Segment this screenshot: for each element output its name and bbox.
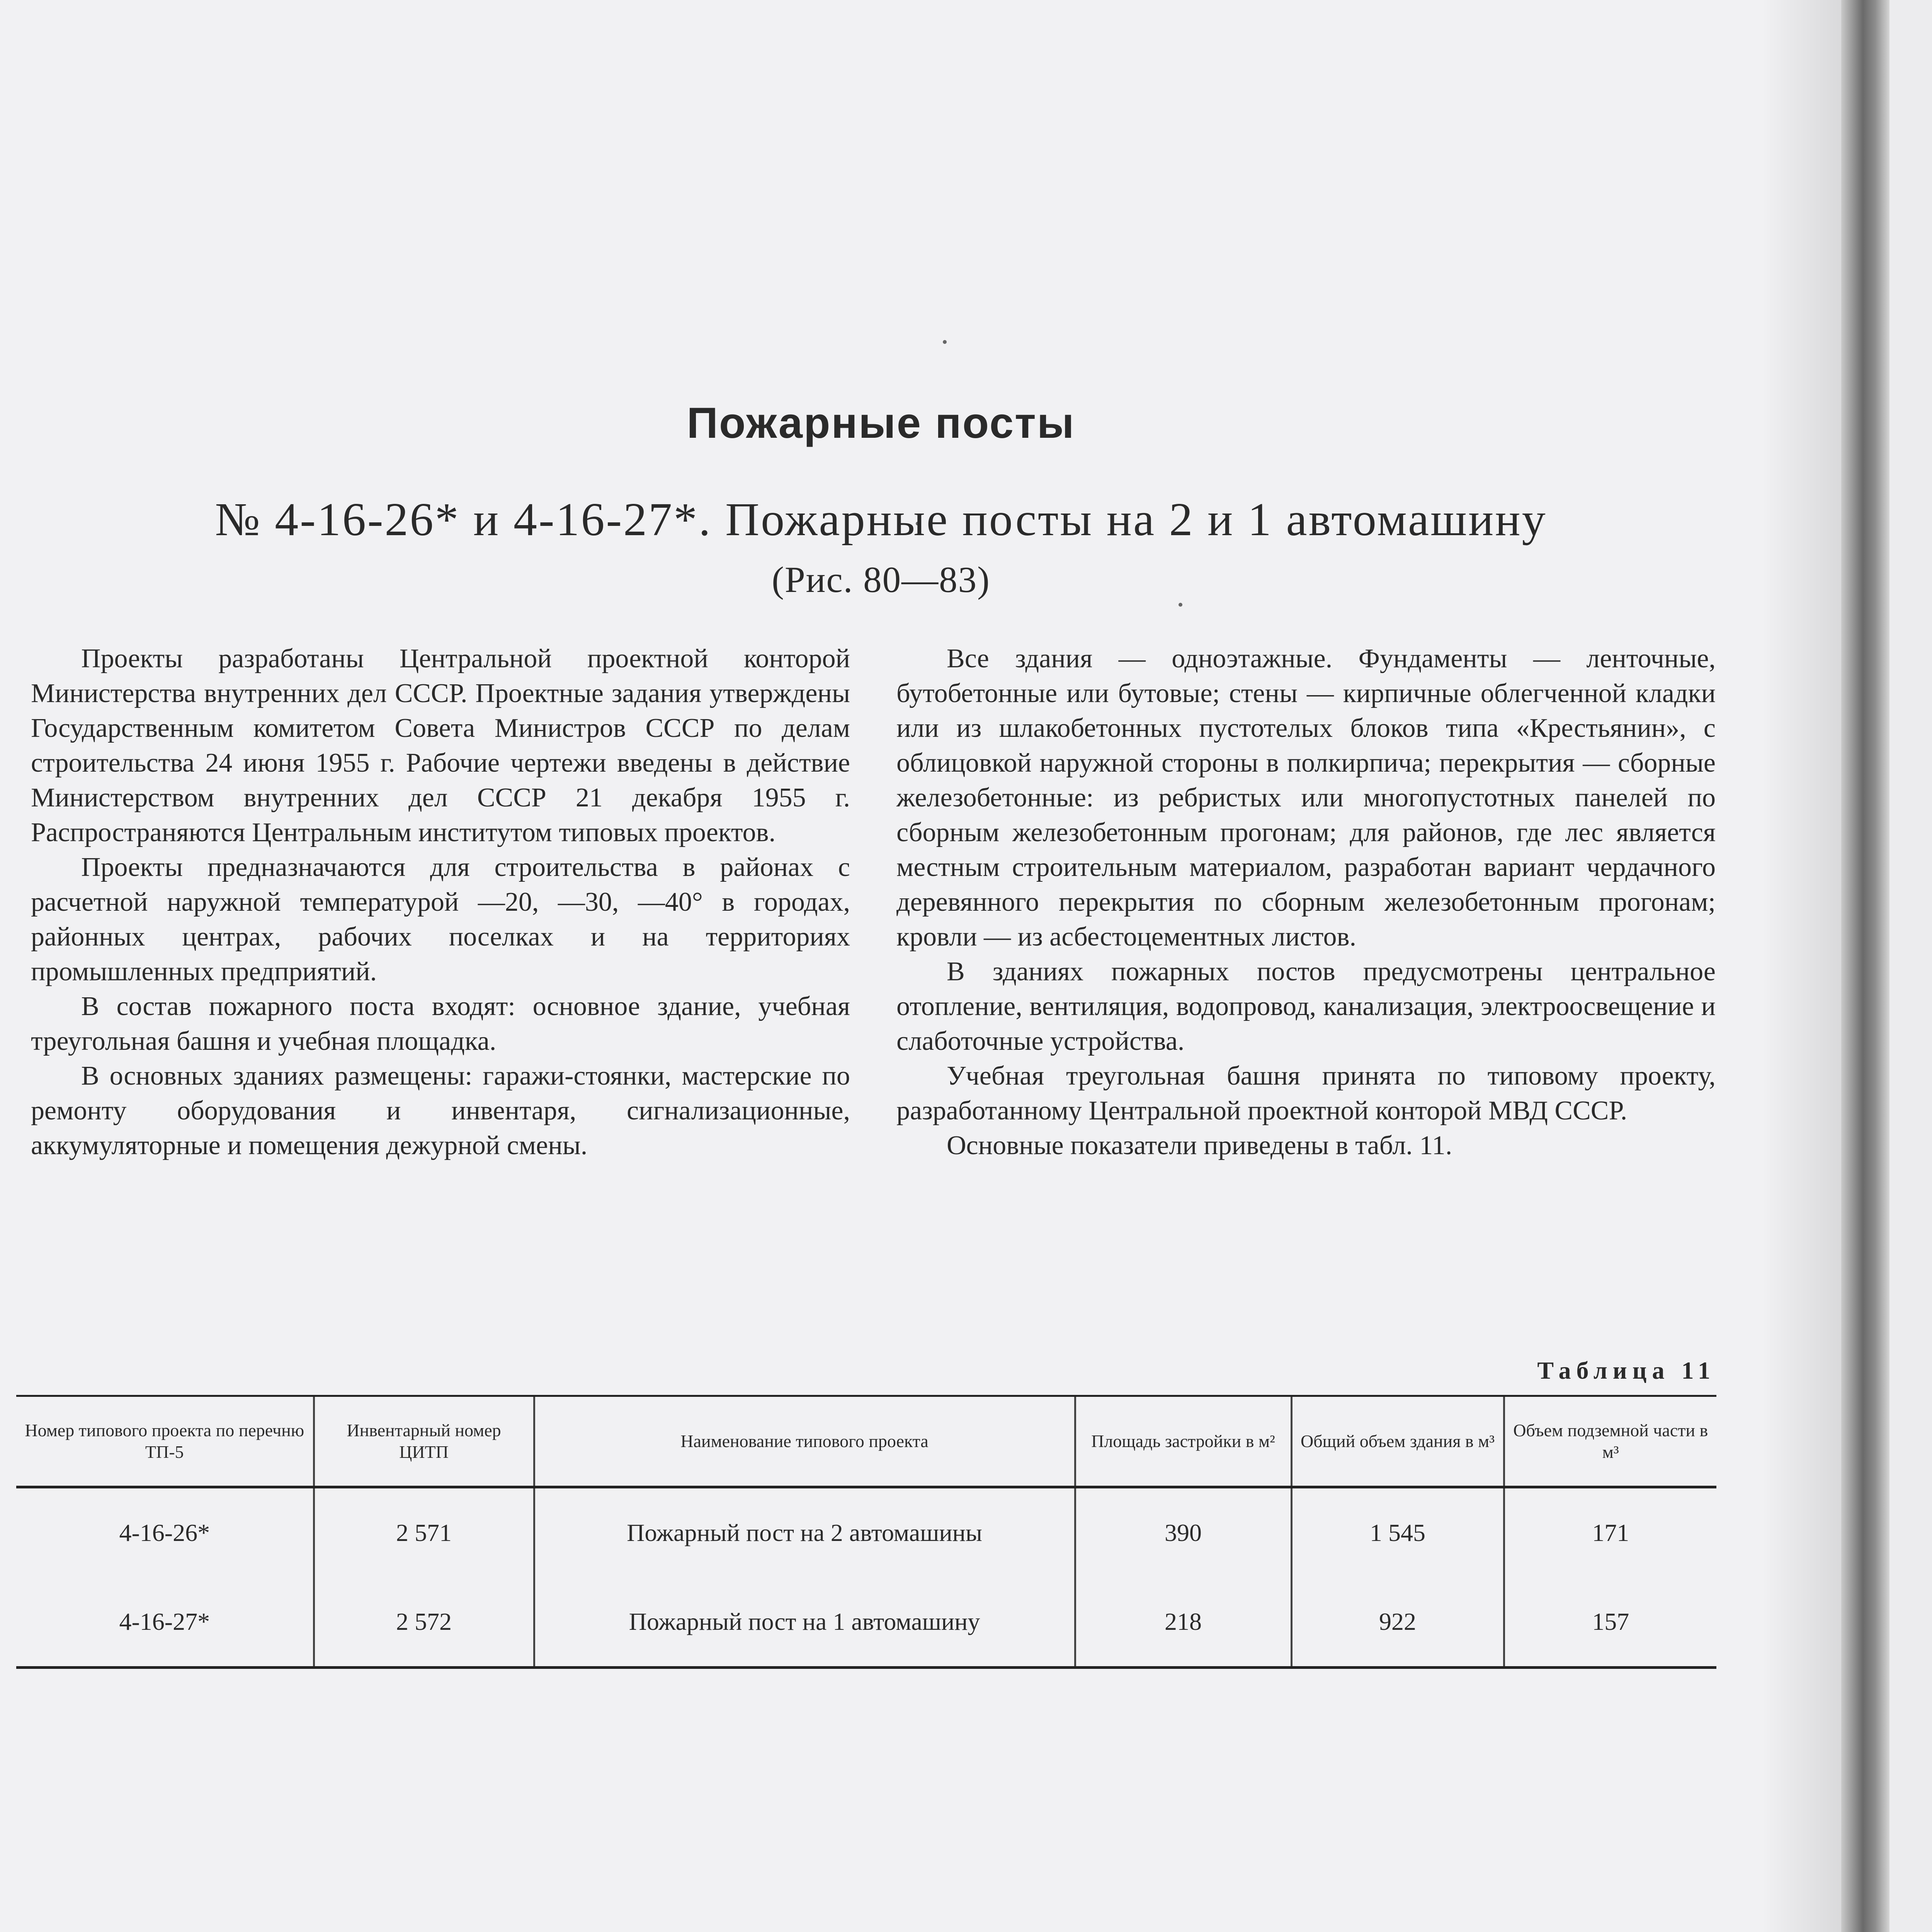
indicators-table (16, 1395, 1716, 1669)
table-cell: 2 572 (314, 1577, 534, 1668)
adjacent-page-edge (1889, 0, 1932, 1932)
paragraph: В зданиях пожарных постов предусмотрены центральное отопление, вентиляция, водопровод, канализация, электроосвещение и слаботочные устройства. (896, 957, 1716, 1056)
left-text-column (31, 641, 850, 1163)
paragraph: Проекты предназначаются для строительства в районах с расчетной наружной температурой —20, —30, —40° в городах, районных центрах, рабочих поселках и на территориях промышленных предприятий. (31, 852, 850, 986)
table-cell: 171 (1504, 1487, 1716, 1578)
column-header: Объем подземной части в м³ (1504, 1396, 1716, 1487)
heading-block (0, 394, 1762, 603)
column-header: Общий объем здания в м³ (1291, 1396, 1504, 1487)
table-cell: 4-16-27* (16, 1577, 314, 1668)
paragraph: Все здания — одноэтажные. Фундаменты — ленточные, бутобетонные или бутовые; стены — кирпичные облегченной кладки или из шлакобетонных пустотелых блоков типа «Крестьянин», с облицовкой наружной стороны в полкирпича; перекрытия — сборные железобетонные: из ребристых или многопустотных панелей по сборным железобетонным прогонам; для районов, где лес является местным строительным материалом, разработан вариант чердачного деревянного перекрытия по сборным железобетонным прогонам; кровли — из асбестоцементных листов. (896, 644, 1716, 952)
column-header: Наименование типового проекта (534, 1396, 1075, 1487)
table-cell: 922 (1291, 1577, 1504, 1668)
paragraph: Учебная треугольная башня принята по типовому проекту, разработанному Центральной проектной конторой МВД СССР. (896, 1061, 1716, 1126)
column-header: Инвентарный номер ЦИТП (314, 1396, 534, 1487)
table-cell: 390 (1075, 1487, 1291, 1578)
paragraph: В основных зданиях размещены: гаражи-стоянки, мастерские по ремонту оборудования и инвентаря, сигнализационные, аккумуляторные и помещения дежурной смены. (31, 1061, 850, 1160)
table-header-row (16, 1396, 1716, 1487)
paragraph: Основные показатели приведены в табл. 11. (947, 1131, 1452, 1160)
scan-speck (1179, 603, 1182, 607)
scan-speck (943, 340, 947, 344)
book-gutter (1841, 0, 1889, 1932)
project-subtitle: № 4-16-26* и 4-16-27*. Пожарные посты на 2 и 1 автомашину (215, 493, 1547, 546)
paragraph: В состав пожарного поста входят: основное здание, учебная треугольная башня и учебная площадка. (31, 992, 850, 1056)
column-header: Площадь застройки в м² (1075, 1396, 1291, 1487)
table-cell: 218 (1075, 1577, 1291, 1668)
table-cell: Пожарный пост на 2 автомашины (534, 1487, 1075, 1578)
gutter-shadow (1762, 0, 1843, 1932)
table-cell: Пожарный пост на 1 автомашину (534, 1577, 1075, 1668)
table-row (16, 1577, 1716, 1668)
paragraph: Проекты разработаны Центральной проектной конторой Министерства внутренних дел СССР. Проектные задания утверждены Государственным комитетом Совета Министров СССР по делам строительства 24 июня 1955 г. Рабочие чертежи введены в действие Министерством внутренних дел СССР 21 декабря 1955 г. Распространяются Центральным институтом типовых проектов. (31, 644, 850, 847)
table-row (16, 1487, 1716, 1578)
right-text-column (896, 641, 1716, 1163)
table-cell: 2 571 (314, 1487, 534, 1578)
table-cell: 157 (1504, 1577, 1716, 1668)
table-caption: Таблица 11 (1537, 1357, 1716, 1384)
table-cell: 1 545 (1291, 1487, 1504, 1578)
table-cell: 4-16-26* (119, 1519, 210, 1546)
section-title: Пожарные посты (687, 399, 1075, 447)
figure-reference: (Рис. 80—83) (772, 559, 990, 600)
column-header: Номер типового проекта по перечню ТП-5 (16, 1396, 314, 1487)
